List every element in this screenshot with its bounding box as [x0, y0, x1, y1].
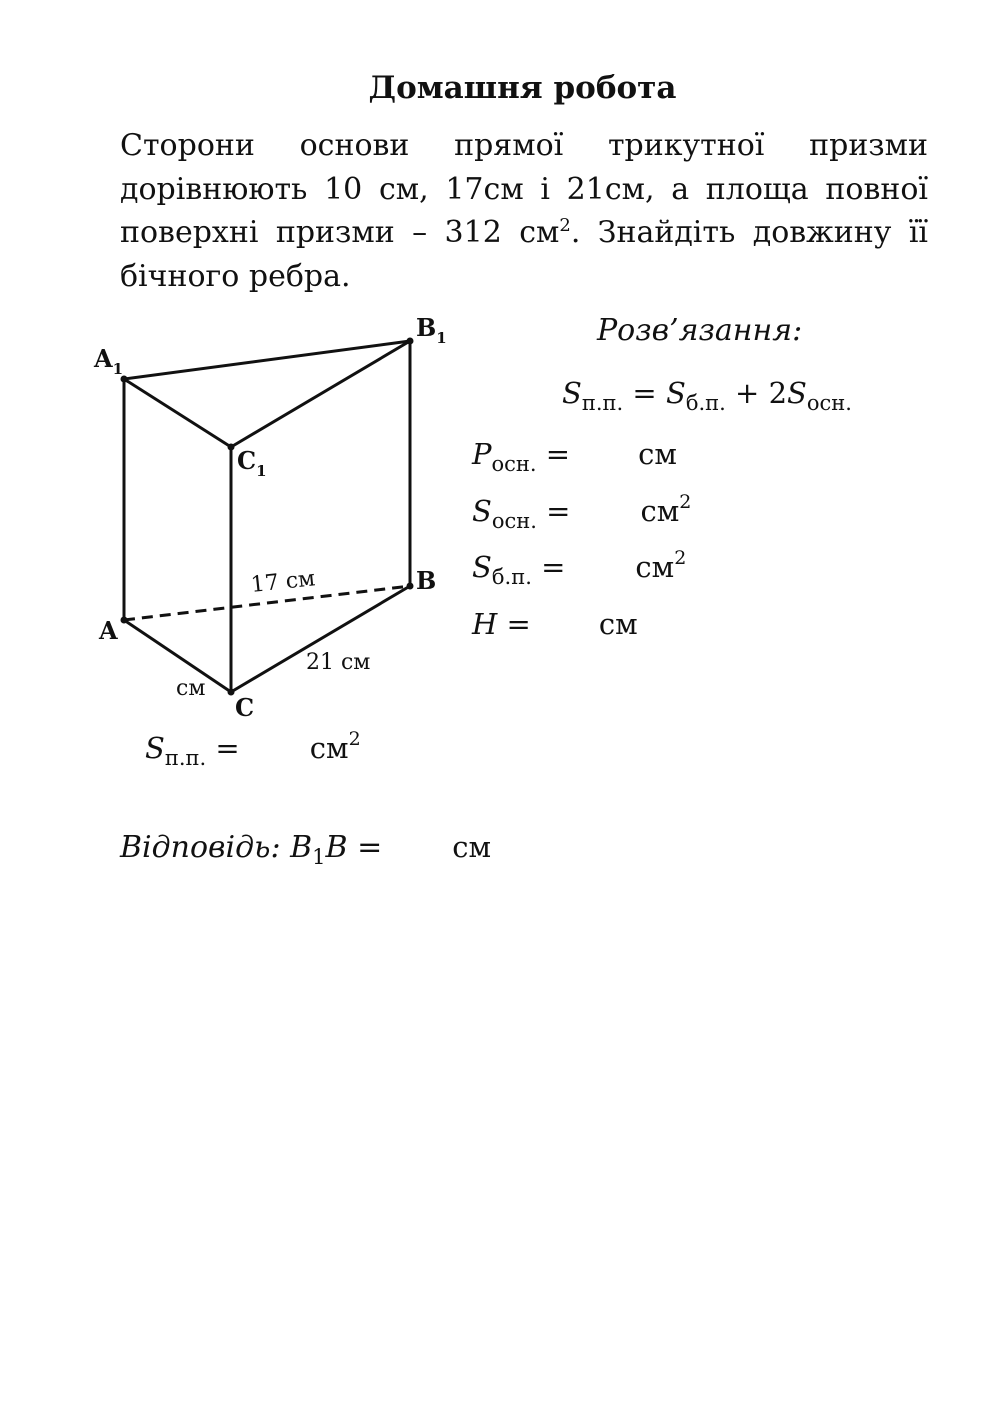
vertex-label-B1: $B_1$ — [416, 313, 447, 347]
vertex-label-C1: $C_1$ — [237, 446, 267, 480]
base-area-row: $S_{осн.} = см^2$ — [472, 491, 692, 533]
vertex-dot-B1 — [407, 338, 414, 345]
height-row: H = см — [472, 607, 638, 641]
edge-label-AB: 17 см — [249, 566, 317, 598]
edge-label-AC: см — [176, 676, 206, 701]
vertex-dot-A — [121, 617, 128, 624]
solution-heading: Розв’язання: — [597, 313, 803, 348]
problem-superscript: 2 — [559, 215, 571, 236]
edge-A1C1 — [124, 379, 231, 447]
edge-label-BC: 21 см — [306, 650, 371, 675]
problem-text-part1: Сторони основи прямої трикутної призми дорівнюють 10 см, 17см і 21см, а площа повної поверхні призми – 312 см — [120, 128, 928, 250]
edge-CB — [231, 586, 410, 692]
vertex-dot-C — [228, 689, 235, 696]
vertex-label-B: B — [416, 566, 437, 595]
surface-formula: $S_{п.п.} = S_{б.п.} + 2S_{осн.}$ — [562, 376, 852, 415]
total-surface-row: $S_{п.п.} = см^2$ — [145, 728, 361, 770]
vertex-label-A1: $A_1$ — [94, 344, 124, 378]
edge-C1B1 — [231, 341, 410, 447]
vertex-label-A: A — [99, 616, 118, 645]
answer-row: Відповідь: $B_1B$ = см — [120, 830, 492, 869]
vertex-label-C: C — [235, 693, 255, 722]
page-title: Домашня робота — [368, 70, 677, 106]
problem-text-part2: . Знайдіть довжину її бічного ребра. — [120, 215, 929, 294]
edge-A1B1 — [124, 341, 410, 379]
lateral-area-row: $S_{б.п.} = см^2$ — [472, 547, 687, 589]
vertex-dot-C1 — [228, 444, 235, 451]
vertex-dot-B — [407, 583, 414, 590]
perimeter-row: $P_{осн.}$ = см — [472, 437, 677, 476]
